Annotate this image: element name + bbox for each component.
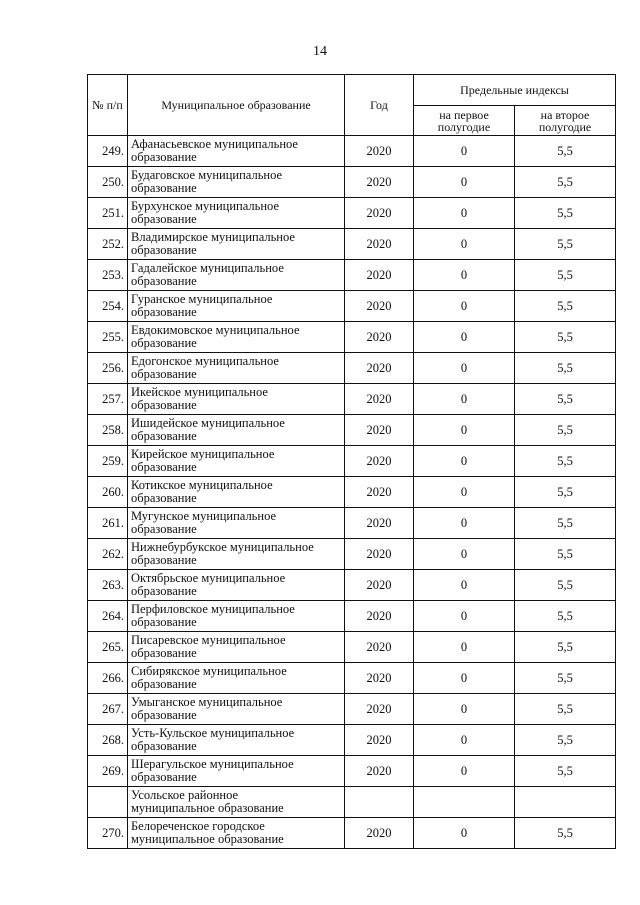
first-half-index: 0 [414,694,515,725]
row-number: 253. [88,260,128,291]
municipality-name-line-2: образование [131,770,197,784]
municipality-name-line-2: образование [131,584,197,598]
table-row [88,446,616,477]
first-half-index: 0 [414,136,515,167]
section-empty-cell [345,787,414,818]
municipality-name-line-2: образование [131,522,197,536]
year-cell: 2020 [345,167,414,198]
municipality-name [128,446,345,477]
section-title-line-2: муниципальное образование [131,801,284,815]
municipality-name-line-2: образование [131,739,197,753]
municipality-name [128,415,345,446]
municipality-name-line-1: Бурхунское муниципальное [131,198,279,213]
row-number: 249. [88,136,128,167]
table-row [88,415,616,446]
row-number: 262. [88,539,128,570]
row-number: 254. [88,291,128,322]
first-half-index: 0 [414,446,515,477]
second-half-index: 5,5 [515,508,616,539]
municipality-name-line-1: Гадалейское муниципальное [131,260,284,275]
year-cell: 2020 [345,477,414,508]
municipality-name-line-1: Владимирское муниципальное [131,229,295,244]
row-number: 259. [88,446,128,477]
municipality-name-line-1: Афанасьевское муниципальное [131,136,298,151]
municipality-name-line-1: Шерагульское муниципальное [131,756,294,771]
first-half-index: 0 [414,198,515,229]
municipality-name-line-1: Гуранское муниципальное [131,291,273,306]
municipality-name-line-2: образование [131,305,197,319]
year-cell: 2020 [345,136,414,167]
second-half-index: 5,5 [515,570,616,601]
municipality-name-line-2: муниципальное образование [131,832,284,846]
year-cell: 2020 [345,508,414,539]
municipality-name-line-2: образование [131,398,197,412]
year-cell: 2020 [345,446,414,477]
municipality-name-line-1: Нижнебурбукское муниципальное [131,539,314,554]
municipality-name-line-2: образование [131,615,197,629]
table-row [88,694,616,725]
first-half-index: 0 [414,291,515,322]
table-row [88,539,616,570]
year-cell: 2020 [345,539,414,570]
municipality-name [128,601,345,632]
year-cell: 2020 [345,198,414,229]
indices-table [87,74,616,849]
second-half-index: 5,5 [515,632,616,663]
first-half-index: 0 [414,508,515,539]
first-half-index: 0 [414,260,515,291]
second-half-index: 5,5 [515,477,616,508]
table-body-a [88,136,616,787]
second-half-index: 5,5 [515,198,616,229]
year-cell: 2020 [345,384,414,415]
year-cell: 2020 [345,291,414,322]
municipality-name [128,260,345,291]
section-num-cell [88,787,128,818]
year-cell: 2020 [345,415,414,446]
first-half-index: 0 [414,384,515,415]
municipality-name-line-1: Евдокимовское муниципальное [131,322,300,337]
header-year: Год [345,75,414,136]
second-half-index: 5,5 [515,167,616,198]
table-row [88,477,616,508]
first-half-index: 0 [414,229,515,260]
municipality-name [128,725,345,756]
second-half-index: 5,5 [515,663,616,694]
second-half-index: 5,5 [515,601,616,632]
section-title-line-1: Усольское районное [131,787,239,802]
municipality-name [128,198,345,229]
second-half-index: 5,5 [515,229,616,260]
row-number: 265. [88,632,128,663]
municipality-name [128,756,345,787]
municipality-name [128,663,345,694]
table-row [88,291,616,322]
municipality-name-line-2: образование [131,336,197,350]
municipality-name-line-2: образование [131,677,197,691]
second-half-index: 5,5 [515,136,616,167]
municipality-name-line-1: Едогонское муниципальное [131,353,279,368]
year-cell: 2020 [345,818,414,849]
year-cell: 2020 [345,570,414,601]
municipality-name [128,384,345,415]
municipality-name-line-1: Умыганское муниципальное [131,694,283,709]
municipality-name-line-1: Будаговское муниципальное [131,167,283,182]
table-row [88,167,616,198]
second-half-index: 5,5 [515,756,616,787]
municipality-name-line-2: образование [131,708,197,722]
municipality-name-line-2: образование [131,243,197,257]
section-empty-cell [515,787,616,818]
first-half-index: 0 [414,353,515,384]
row-number: 264. [88,601,128,632]
table-row [88,229,616,260]
row-number: 257. [88,384,128,415]
first-half-index: 0 [414,663,515,694]
header-name: Муниципальное образование [128,75,345,136]
second-half-index: 5,5 [515,446,616,477]
header-first-half: на первое полугодие [414,106,515,136]
municipality-name-line-1: Ишидейское муниципальное [131,415,285,430]
second-half-index: 5,5 [515,260,616,291]
first-half-index: 0 [414,570,515,601]
first-half-index: 0 [414,167,515,198]
table-row [88,601,616,632]
first-half-index: 0 [414,477,515,508]
header-second-half: на второе полугодие [515,106,616,136]
first-half-index: 0 [414,601,515,632]
second-half-index: 5,5 [515,725,616,756]
year-cell: 2020 [345,663,414,694]
row-number: 267. [88,694,128,725]
year-cell: 2020 [345,229,414,260]
second-half-index: 5,5 [515,818,616,849]
row-number: 255. [88,322,128,353]
municipality-name-line-1: Кирейское муниципальное [131,446,275,461]
municipality-name [128,353,345,384]
first-half-index: 0 [414,415,515,446]
municipality-name [128,291,345,322]
municipality-name-line-1: Октябрьское муниципальное [131,570,286,585]
municipality-name [128,322,345,353]
second-half-index: 5,5 [515,322,616,353]
section-empty-cell [414,787,515,818]
municipality-name-line-1: Усть-Кульское муниципальное [131,725,295,740]
second-half-index: 5,5 [515,694,616,725]
row-number: 251. [88,198,128,229]
municipality-name [128,694,345,725]
municipality-name-line-1: Писаревское муниципальное [131,632,286,647]
table-row [88,632,616,663]
table-row [88,663,616,694]
row-number: 269. [88,756,128,787]
municipality-name [128,818,345,849]
row-number: 260. [88,477,128,508]
municipality-name [128,167,345,198]
row-number: 270. [88,818,128,849]
table-row [88,570,616,601]
table-row [88,756,616,787]
year-cell: 2020 [345,322,414,353]
second-half-index: 5,5 [515,291,616,322]
table-row [88,322,616,353]
municipality-name-line-1: Мугунское муниципальное [131,508,277,523]
first-half-index: 0 [414,725,515,756]
year-cell: 2020 [345,353,414,384]
table-row [88,508,616,539]
municipality-name-line-2: образование [131,491,197,505]
row-number: 256. [88,353,128,384]
first-half-index: 0 [414,539,515,570]
municipality-name [128,570,345,601]
year-cell: 2020 [345,632,414,663]
municipality-name-line-1: Икейское муниципальное [131,384,268,399]
first-half-index: 0 [414,632,515,663]
municipality-name-line-1: Сибирякское муниципальное [131,663,287,678]
header-indices: Предельные индексы [414,75,616,106]
first-half-index: 0 [414,818,515,849]
year-cell: 2020 [345,260,414,291]
municipality-name-line-1: Перфиловское муниципальное [131,601,295,616]
row-number: 266. [88,663,128,694]
table-row [88,136,616,167]
table-row [88,260,616,291]
table-row [88,198,616,229]
second-half-index: 5,5 [515,353,616,384]
year-cell: 2020 [345,725,414,756]
municipality-name-line-2: образование [131,274,197,288]
year-cell: 2020 [345,601,414,632]
page-number: 14 [313,44,327,59]
municipality-name-line-2: образование [131,646,197,660]
municipality-name-line-1: Котикское муниципальное [131,477,273,492]
table-row [88,725,616,756]
table-row [88,818,616,849]
first-half-index: 0 [414,756,515,787]
section-body [88,787,616,818]
row-number: 250. [88,167,128,198]
municipality-name-line-2: образование [131,460,197,474]
row-number: 258. [88,415,128,446]
municipality-name-line-2: образование [131,553,197,567]
municipality-name-line-2: образование [131,150,197,164]
municipality-name [128,632,345,663]
table-row [88,353,616,384]
municipality-name-line-1: Белореченское городское [131,818,265,833]
section-title [128,787,345,818]
section-row [88,787,616,818]
municipality-name-line-2: образование [131,367,197,381]
table-row [88,384,616,415]
year-cell: 2020 [345,756,414,787]
municipality-name-line-2: образование [131,212,197,226]
first-half-index: 0 [414,322,515,353]
municipality-name [128,539,345,570]
row-number: 268. [88,725,128,756]
row-number: 252. [88,229,128,260]
municipality-name-line-2: образование [131,181,197,195]
table-body-b [88,818,616,849]
municipality-name [128,229,345,260]
second-half-index: 5,5 [515,415,616,446]
municipality-name-line-2: образование [131,429,197,443]
municipality-name [128,136,345,167]
header-num: № п/п [88,75,128,136]
municipality-name [128,508,345,539]
second-half-index: 5,5 [515,384,616,415]
row-number: 263. [88,570,128,601]
row-number: 261. [88,508,128,539]
year-cell: 2020 [345,694,414,725]
municipality-name [128,477,345,508]
second-half-index: 5,5 [515,539,616,570]
